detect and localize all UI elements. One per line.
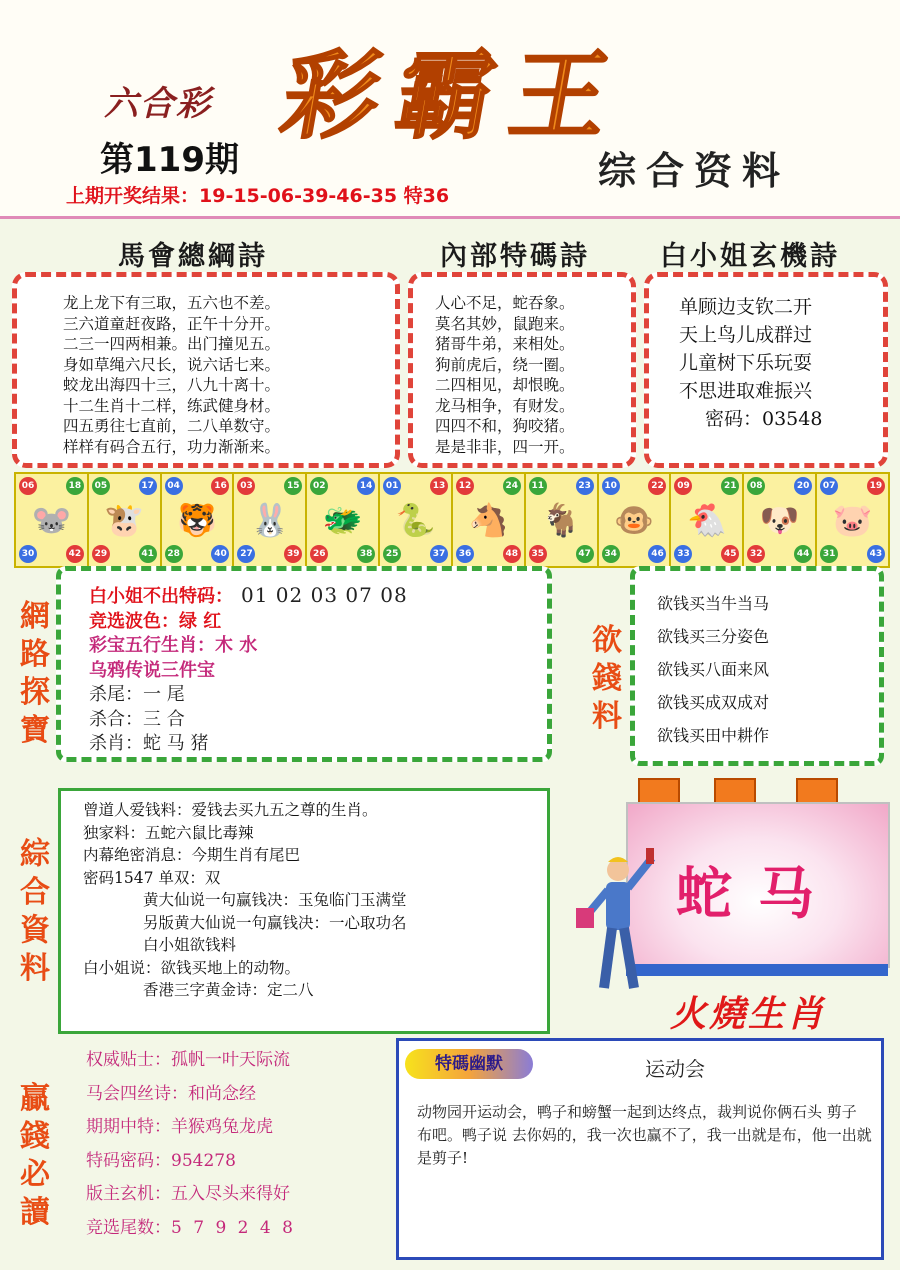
poem-line: 样样有码合五行，功力渐渐来。 <box>63 437 281 456</box>
zodiac-cell-7 <box>453 474 526 566</box>
must-read-row: 马会四丝诗：和尚念经 <box>86 1083 256 1104</box>
number-ball: 37 <box>430 545 448 563</box>
must-read-side-label: 贏 錢 必 讀 <box>20 1081 50 1230</box>
money-item: 欲钱买八面来风 <box>657 660 770 679</box>
billboard-caption: 火燒生肖 <box>670 994 827 1035</box>
kill-sum: 杀合：三 合 <box>89 708 185 730</box>
poem-line: 莫名其妙，鼠跑来。 <box>435 314 575 333</box>
poem-line: 龙上龙下有三取，五六也不差。 <box>63 294 281 312</box>
zodiac-icon: 🐲 <box>322 501 363 539</box>
poem-line: 猪哥牛弟，来相处。 <box>435 335 575 353</box>
general-line: 密码1547 单双：双 <box>83 868 221 887</box>
zodiac-icon: 🐰 <box>249 501 290 539</box>
must-read-row: 期期中特：羊猴鸡兔龙虎 <box>86 1117 273 1137</box>
number-ball: 33 <box>674 545 692 563</box>
general-line: 香港三字黄金诗：定二八 <box>143 981 314 999</box>
poem-line: 四五勇往七直前，二八单数守。 <box>63 417 281 435</box>
poem-left-title: 馬會總綱詩 <box>118 241 268 272</box>
number-ball: 44 <box>794 545 812 563</box>
zodiac-cell-6 <box>380 474 453 566</box>
number-ball: 05 <box>92 477 110 495</box>
zodiac-cell-3 <box>162 474 235 566</box>
general-line: 白小姐说：欲钱买地上的动物。 <box>83 958 301 977</box>
poem-line: 狗前虎后，绕一圈。 <box>435 355 575 374</box>
network-box <box>56 566 552 762</box>
billboard-lamp <box>714 778 756 804</box>
general-box <box>58 788 550 1034</box>
zodiac-icon: 🐐 <box>541 501 582 539</box>
number-ball: 07 <box>820 477 838 495</box>
poem-line: 是是非非，四一开。 <box>435 437 575 456</box>
poem-mid-box <box>408 272 636 468</box>
humor-box <box>396 1038 884 1260</box>
number-ball: 16 <box>211 477 229 495</box>
zodiac-cell-11 <box>744 474 817 566</box>
money-item: 欲钱买当牛当马 <box>657 594 770 613</box>
crow-legend: 乌鸦传说三件宝 <box>89 659 215 681</box>
number-ball: 10 <box>602 477 620 495</box>
sub-brand: 综合资料 <box>598 148 791 193</box>
zodiac-cell-9 <box>599 474 672 566</box>
poem-line: 蛟龙出海四十三，八九十离十。 <box>63 376 281 394</box>
billboard-panel <box>626 802 890 968</box>
painter-cap <box>608 857 628 862</box>
number-ball: 04 <box>165 477 183 495</box>
billboard <box>626 778 888 978</box>
number-ball: 06 <box>19 477 37 495</box>
poem-line: 四四不和，狗咬猪。 <box>435 417 575 435</box>
number-ball: 39 <box>284 545 302 563</box>
money-side-label: 欲 錢 料 <box>592 623 622 734</box>
issue-number: 第119期 <box>100 140 239 180</box>
zodiac-icon: 🐍 <box>395 501 436 539</box>
painter-head <box>607 859 629 881</box>
number-ball: 14 <box>357 477 375 495</box>
number-ball: 18 <box>66 477 84 495</box>
general-line: 独家料：五蛇六鼠比毒辣 <box>83 823 254 842</box>
number-ball: 42 <box>66 545 84 563</box>
number-ball: 26 <box>310 545 328 563</box>
poem-line: 身如草绳六尺长，说六话七来。 <box>63 355 281 374</box>
zodiac-icon: 🐭 <box>31 501 72 539</box>
must-read-row: 版主玄机：五入尽头来得好 <box>86 1184 290 1204</box>
number-ball: 34 <box>602 545 620 563</box>
must-read-row: 特码密码：954278 <box>86 1150 236 1171</box>
painter-leg <box>624 928 634 988</box>
zodiac-cell-2 <box>89 474 162 566</box>
zodiac-cell-8 <box>526 474 599 566</box>
general-line: 内幕绝密消息：今期生肖有尾巴 <box>83 846 301 864</box>
header <box>0 0 900 219</box>
network-side-label: 網 路 探 寶 <box>20 599 50 748</box>
poem-right-title: 白小姐玄機詩 <box>660 241 840 272</box>
number-ball: 12 <box>456 477 474 495</box>
painter-illustration <box>560 848 660 998</box>
must-read-list <box>86 1044 386 1245</box>
zodiac-strip <box>14 472 890 568</box>
number-ball: 01 <box>383 477 401 495</box>
billboard-lamp <box>638 778 680 804</box>
number-ball: 02 <box>310 477 328 495</box>
zodiac-icon: 🐴 <box>468 501 509 539</box>
painter-body <box>606 882 630 930</box>
number-ball: 15 <box>284 477 302 495</box>
number-ball: 47 <box>576 545 594 563</box>
last-result: 上期开奖结果：19-15-06-39-46-35 特36 <box>66 185 450 207</box>
general-side-label: 綜 合 資 料 <box>20 837 50 986</box>
poem-line: 人心不足，蛇吞象。 <box>435 294 575 312</box>
poem-line: 龙马相争，有财发。 <box>435 396 575 415</box>
zodiac-cell-10 <box>671 474 744 566</box>
humor-badge: 特碼幽默 <box>405 1049 533 1079</box>
paint-bucket <box>576 908 594 928</box>
money-item: 欲钱买三分姿色 <box>657 627 770 646</box>
number-ball: 13 <box>430 477 448 495</box>
brand-logo: 彩霸王 <box>273 40 636 152</box>
poem-line: 不思进取难振兴 <box>679 380 813 402</box>
number-ball: 31 <box>820 545 838 563</box>
number-ball: 46 <box>648 545 666 563</box>
poem-right-box <box>644 272 888 468</box>
number-ball: 11 <box>529 477 547 495</box>
number-ball: 28 <box>165 545 183 563</box>
billboard-base <box>626 964 888 976</box>
no-special-value: 01 02 03 07 08 <box>241 583 408 607</box>
number-ball: 23 <box>576 477 594 495</box>
general-line: 黄大仙说一句赢钱决：玉兔临门玉满堂 <box>143 891 407 909</box>
poem-line: 儿童树下乐玩耍 <box>679 352 813 374</box>
number-ball: 19 <box>867 477 885 495</box>
must-read-row: 权威贴士：孤帆一叶天际流 <box>86 1050 290 1070</box>
general-line: 曾道人爱钱料：爱钱去买九五之尊的生肖。 <box>83 801 378 819</box>
zodiac-icon: 🐵 <box>614 501 654 539</box>
poem-mid-title: 內部特碼詩 <box>440 241 590 272</box>
number-ball: 08 <box>747 477 765 495</box>
zodiac-icon: 🐷 <box>832 501 873 539</box>
zodiac-icon: 🐶 <box>759 501 800 539</box>
number-ball: 38 <box>357 545 375 563</box>
zodiac-cell-4 <box>234 474 307 566</box>
zodiac-icon: 🐮 <box>104 501 145 539</box>
number-ball: 36 <box>456 545 474 563</box>
number-ball: 40 <box>211 545 229 563</box>
must-read-row: 竞选尾数：5 7 9 2 4 8 <box>86 1217 296 1238</box>
kill-zodiac: 杀肖：蛇 马 猪 <box>89 733 209 754</box>
poem-line: 天上鸟儿成群过 <box>679 324 813 346</box>
humor-body: 动物园开运动会，鸭子和螃蟹一起到达终点，裁判说你俩石头 剪子 布吧。鸭子说 去你妈的，我一次也赢不了，我一出就是布，他一出就是剪子! <box>417 1103 872 1167</box>
brand-small: 六合彩 <box>104 84 212 124</box>
no-special-label: 白小姐不出特码： <box>89 586 233 607</box>
general-line: 白小姐欲钱料 <box>143 936 237 954</box>
paint-brush <box>646 848 654 864</box>
zodiac-cell-5 <box>307 474 380 566</box>
five-elements: 彩宝五行生肖：木 水 <box>89 635 258 656</box>
painter-leg <box>604 928 612 988</box>
poem-line: 单顾边支钦二开 <box>679 296 813 318</box>
number-ball: 27 <box>237 545 255 563</box>
password-line: 密码：03548 <box>705 408 823 430</box>
number-ball: 25 <box>383 545 401 563</box>
number-ball: 24 <box>503 477 521 495</box>
wave-color: 竞选波色：绿 红 <box>89 610 222 632</box>
kill-tail: 杀尾：一 尾 <box>89 684 185 705</box>
number-ball: 29 <box>92 545 110 563</box>
number-ball: 35 <box>529 545 547 563</box>
number-ball: 09 <box>674 477 692 495</box>
number-ball: 30 <box>19 545 37 563</box>
zodiac-cell-1 <box>16 474 89 566</box>
number-ball: 20 <box>794 477 812 495</box>
number-ball: 32 <box>747 545 765 563</box>
billboard-text: 蛇马 <box>676 862 840 927</box>
number-ball: 48 <box>503 545 521 563</box>
zodiac-icon: 🐯 <box>177 501 217 539</box>
billboard-lamp <box>796 778 838 804</box>
poem-line: 二四相见，却恨晚。 <box>435 376 575 394</box>
number-ball: 22 <box>648 477 666 495</box>
poem-line: 三六道童赶夜路，正午十分开。 <box>63 314 281 333</box>
number-ball: 21 <box>721 477 739 495</box>
money-item: 欲钱买成双成对 <box>657 693 770 712</box>
number-ball: 17 <box>139 477 157 495</box>
poem-line: 二三一四两相兼。出门撞见五。 <box>63 335 281 353</box>
number-ball: 41 <box>139 545 157 563</box>
number-ball: 45 <box>721 545 739 563</box>
poem-left-box <box>12 272 400 468</box>
number-ball: 03 <box>237 477 255 495</box>
poem-line: 十二生肖十二样，练武健身材。 <box>63 396 281 415</box>
general-line: 另版黄大仙说一句赢钱决：一心取功名 <box>143 913 407 932</box>
zodiac-cell-12 <box>817 474 888 566</box>
zodiac-icon: 🐔 <box>686 501 727 539</box>
money-item: 欲钱买田中耕作 <box>657 726 770 745</box>
humor-title: 运动会 <box>645 1057 705 1081</box>
number-ball: 43 <box>867 545 885 563</box>
money-box <box>630 566 884 766</box>
